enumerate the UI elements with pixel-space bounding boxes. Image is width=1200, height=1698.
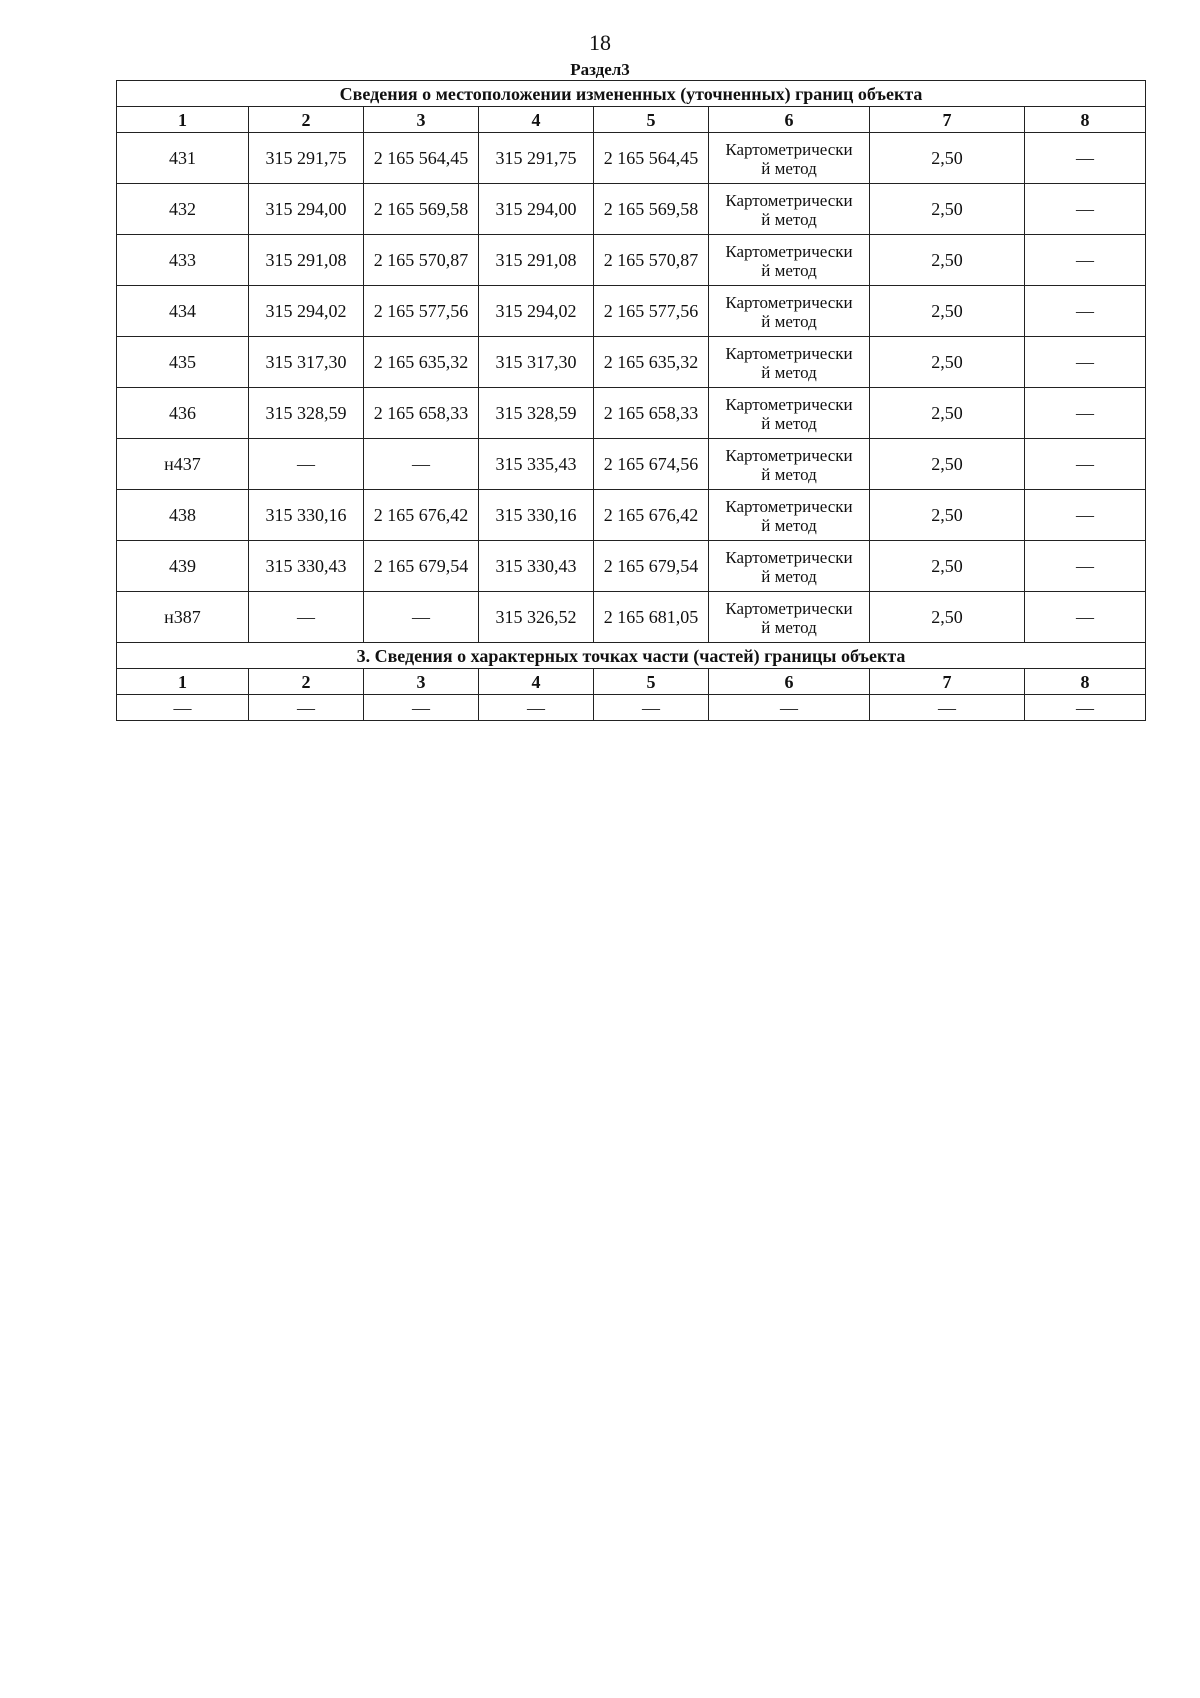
x-coordinate-existing: 315 330,16	[249, 490, 364, 541]
method-cell	[709, 133, 870, 184]
y-coordinate-refined: 2 165 676,42	[594, 490, 709, 541]
x-coordinate-existing: 315 317,30	[249, 337, 364, 388]
y-coordinate-existing: 2 165 569,58	[364, 184, 479, 235]
column-number: 2	[249, 669, 364, 695]
y-coordinate-refined: 2 165 569,58	[594, 184, 709, 235]
table-row	[117, 133, 1146, 184]
method-line: й метод	[761, 260, 817, 280]
method-line: Картометрически	[725, 292, 853, 312]
x-coordinate-refined: 315 317,30	[479, 337, 594, 388]
x-coordinate-existing: 315 294,00	[249, 184, 364, 235]
y-coordinate-refined: 2 165 681,05	[594, 592, 709, 643]
point-cell: н437	[117, 439, 249, 490]
column-number: 4	[479, 669, 594, 695]
method-line: Картометрически	[725, 496, 853, 516]
method-line: й метод	[761, 158, 817, 178]
method-line: Картометрически	[725, 394, 853, 414]
method-cell	[709, 541, 870, 592]
method-cell	[709, 490, 870, 541]
method-line: й метод	[761, 617, 817, 637]
note-cell: —	[1025, 184, 1146, 235]
table-cell: —	[249, 695, 364, 721]
method-cell	[709, 388, 870, 439]
y-coordinate-existing: 2 165 676,42	[364, 490, 479, 541]
table1-title: Сведения о местоположении измененных (уточненных) границ объекта	[117, 81, 1146, 107]
y-coordinate-existing: 2 165 635,32	[364, 337, 479, 388]
column-number: 6	[709, 669, 870, 695]
note-cell: —	[1025, 592, 1146, 643]
x-coordinate-existing: 315 294,02	[249, 286, 364, 337]
column-number: 3	[364, 107, 479, 133]
table-cell: —	[709, 695, 870, 721]
x-coordinate-refined: 315 326,52	[479, 592, 594, 643]
method-line: й метод	[761, 413, 817, 433]
method-line: й метод	[761, 566, 817, 586]
note-cell: —	[1025, 490, 1146, 541]
x-coordinate-refined: 315 291,08	[479, 235, 594, 286]
y-coordinate-existing: 2 165 679,54	[364, 541, 479, 592]
point-cell: 435	[117, 337, 249, 388]
section-label: Раздел3	[570, 60, 630, 79]
column-number: 1	[117, 669, 249, 695]
method-cell	[709, 286, 870, 337]
x-coordinate-existing: 315 291,08	[249, 235, 364, 286]
y-coordinate-existing: 2 165 658,33	[364, 388, 479, 439]
column-number: 5	[594, 669, 709, 695]
accuracy-cell: 2,50	[870, 490, 1025, 541]
method-line: й метод	[761, 311, 817, 331]
x-coordinate-refined: 315 294,00	[479, 184, 594, 235]
point-cell: 433	[117, 235, 249, 286]
accuracy-cell: 2,50	[870, 286, 1025, 337]
method-line: й метод	[761, 515, 817, 535]
method-line: й метод	[761, 209, 817, 229]
table-row	[117, 541, 1146, 592]
column-number: 4	[479, 107, 594, 133]
method-cell	[709, 592, 870, 643]
column-number: 7	[870, 107, 1025, 133]
y-coordinate-refined: 2 165 679,54	[594, 541, 709, 592]
accuracy-cell: 2,50	[870, 133, 1025, 184]
table-cell: —	[117, 695, 249, 721]
table-row	[117, 184, 1146, 235]
point-cell: 432	[117, 184, 249, 235]
method-line: й метод	[761, 464, 817, 484]
y-coordinate-refined: 2 165 577,56	[594, 286, 709, 337]
table1-title-row	[117, 81, 1146, 107]
note-cell: —	[1025, 337, 1146, 388]
column-number: 2	[249, 107, 364, 133]
table-cell: —	[870, 695, 1025, 721]
table-cell: —	[1025, 695, 1146, 721]
method-line: Картометрически	[725, 343, 853, 363]
y-coordinate-existing: 2 165 577,56	[364, 286, 479, 337]
table-cell: —	[364, 695, 479, 721]
table2-row	[117, 695, 1146, 721]
note-cell: —	[1025, 388, 1146, 439]
x-coordinate-refined: 315 328,59	[479, 388, 594, 439]
accuracy-cell: 2,50	[870, 337, 1025, 388]
y-coordinate-existing: —	[364, 439, 479, 490]
accuracy-cell: 2,50	[870, 184, 1025, 235]
method-line: Картометрически	[725, 445, 853, 465]
column-number: 5	[594, 107, 709, 133]
method-line: Картометрически	[725, 190, 853, 210]
table-row	[117, 286, 1146, 337]
table2-column-numbers	[117, 669, 1146, 695]
method-cell	[709, 337, 870, 388]
note-cell: —	[1025, 439, 1146, 490]
x-coordinate-existing: 315 328,59	[249, 388, 364, 439]
y-coordinate-existing: 2 165 564,45	[364, 133, 479, 184]
y-coordinate-refined: 2 165 635,32	[594, 337, 709, 388]
accuracy-cell: 2,50	[870, 592, 1025, 643]
note-cell: —	[1025, 541, 1146, 592]
method-cell	[709, 439, 870, 490]
x-coordinate-existing: 315 291,75	[249, 133, 364, 184]
note-cell: —	[1025, 286, 1146, 337]
point-cell: 434	[117, 286, 249, 337]
x-coordinate-existing: —	[249, 439, 364, 490]
y-coordinate-existing: —	[364, 592, 479, 643]
y-coordinate-refined: 2 165 564,45	[594, 133, 709, 184]
table-row	[117, 337, 1146, 388]
column-number: 1	[117, 107, 249, 133]
accuracy-cell: 2,50	[870, 541, 1025, 592]
method-line: Картометрически	[725, 139, 853, 159]
x-coordinate-existing: —	[249, 592, 364, 643]
page-number: 18	[589, 30, 611, 55]
note-cell: —	[1025, 235, 1146, 286]
x-coordinate-refined: 315 330,16	[479, 490, 594, 541]
point-cell: 438	[117, 490, 249, 541]
y-coordinate-refined: 2 165 674,56	[594, 439, 709, 490]
method-line: Картометрически	[725, 241, 853, 261]
table2-title: 3. Сведения о характерных точках части (частей) границы объекта	[117, 643, 1146, 669]
column-number: 7	[870, 669, 1025, 695]
method-line: й метод	[761, 362, 817, 382]
point-cell: 436	[117, 388, 249, 439]
table-row	[117, 592, 1146, 643]
x-coordinate-refined: 315 330,43	[479, 541, 594, 592]
y-coordinate-existing: 2 165 570,87	[364, 235, 479, 286]
y-coordinate-refined: 2 165 658,33	[594, 388, 709, 439]
table-row	[117, 388, 1146, 439]
table-row	[117, 235, 1146, 286]
point-cell: 439	[117, 541, 249, 592]
accuracy-cell: 2,50	[870, 439, 1025, 490]
table1-column-numbers	[117, 107, 1146, 133]
note-cell: —	[1025, 133, 1146, 184]
x-coordinate-refined: 315 335,43	[479, 439, 594, 490]
accuracy-cell: 2,50	[870, 235, 1025, 286]
table-cell: —	[479, 695, 594, 721]
table-row	[117, 490, 1146, 541]
method-line: Картометрически	[725, 547, 853, 567]
table-cell: —	[594, 695, 709, 721]
column-number: 6	[709, 107, 870, 133]
method-cell	[709, 235, 870, 286]
table2-title-row	[117, 643, 1146, 669]
x-coordinate-existing: 315 330,43	[249, 541, 364, 592]
boundary-table	[116, 80, 1146, 721]
y-coordinate-refined: 2 165 570,87	[594, 235, 709, 286]
x-coordinate-refined: 315 291,75	[479, 133, 594, 184]
method-line: Картометрически	[725, 598, 853, 618]
x-coordinate-refined: 315 294,02	[479, 286, 594, 337]
table-row	[117, 439, 1146, 490]
column-number: 8	[1025, 669, 1146, 695]
point-cell: 431	[117, 133, 249, 184]
accuracy-cell: 2,50	[870, 388, 1025, 439]
column-number: 8	[1025, 107, 1146, 133]
point-cell: н387	[117, 592, 249, 643]
column-number: 3	[364, 669, 479, 695]
method-cell	[709, 184, 870, 235]
